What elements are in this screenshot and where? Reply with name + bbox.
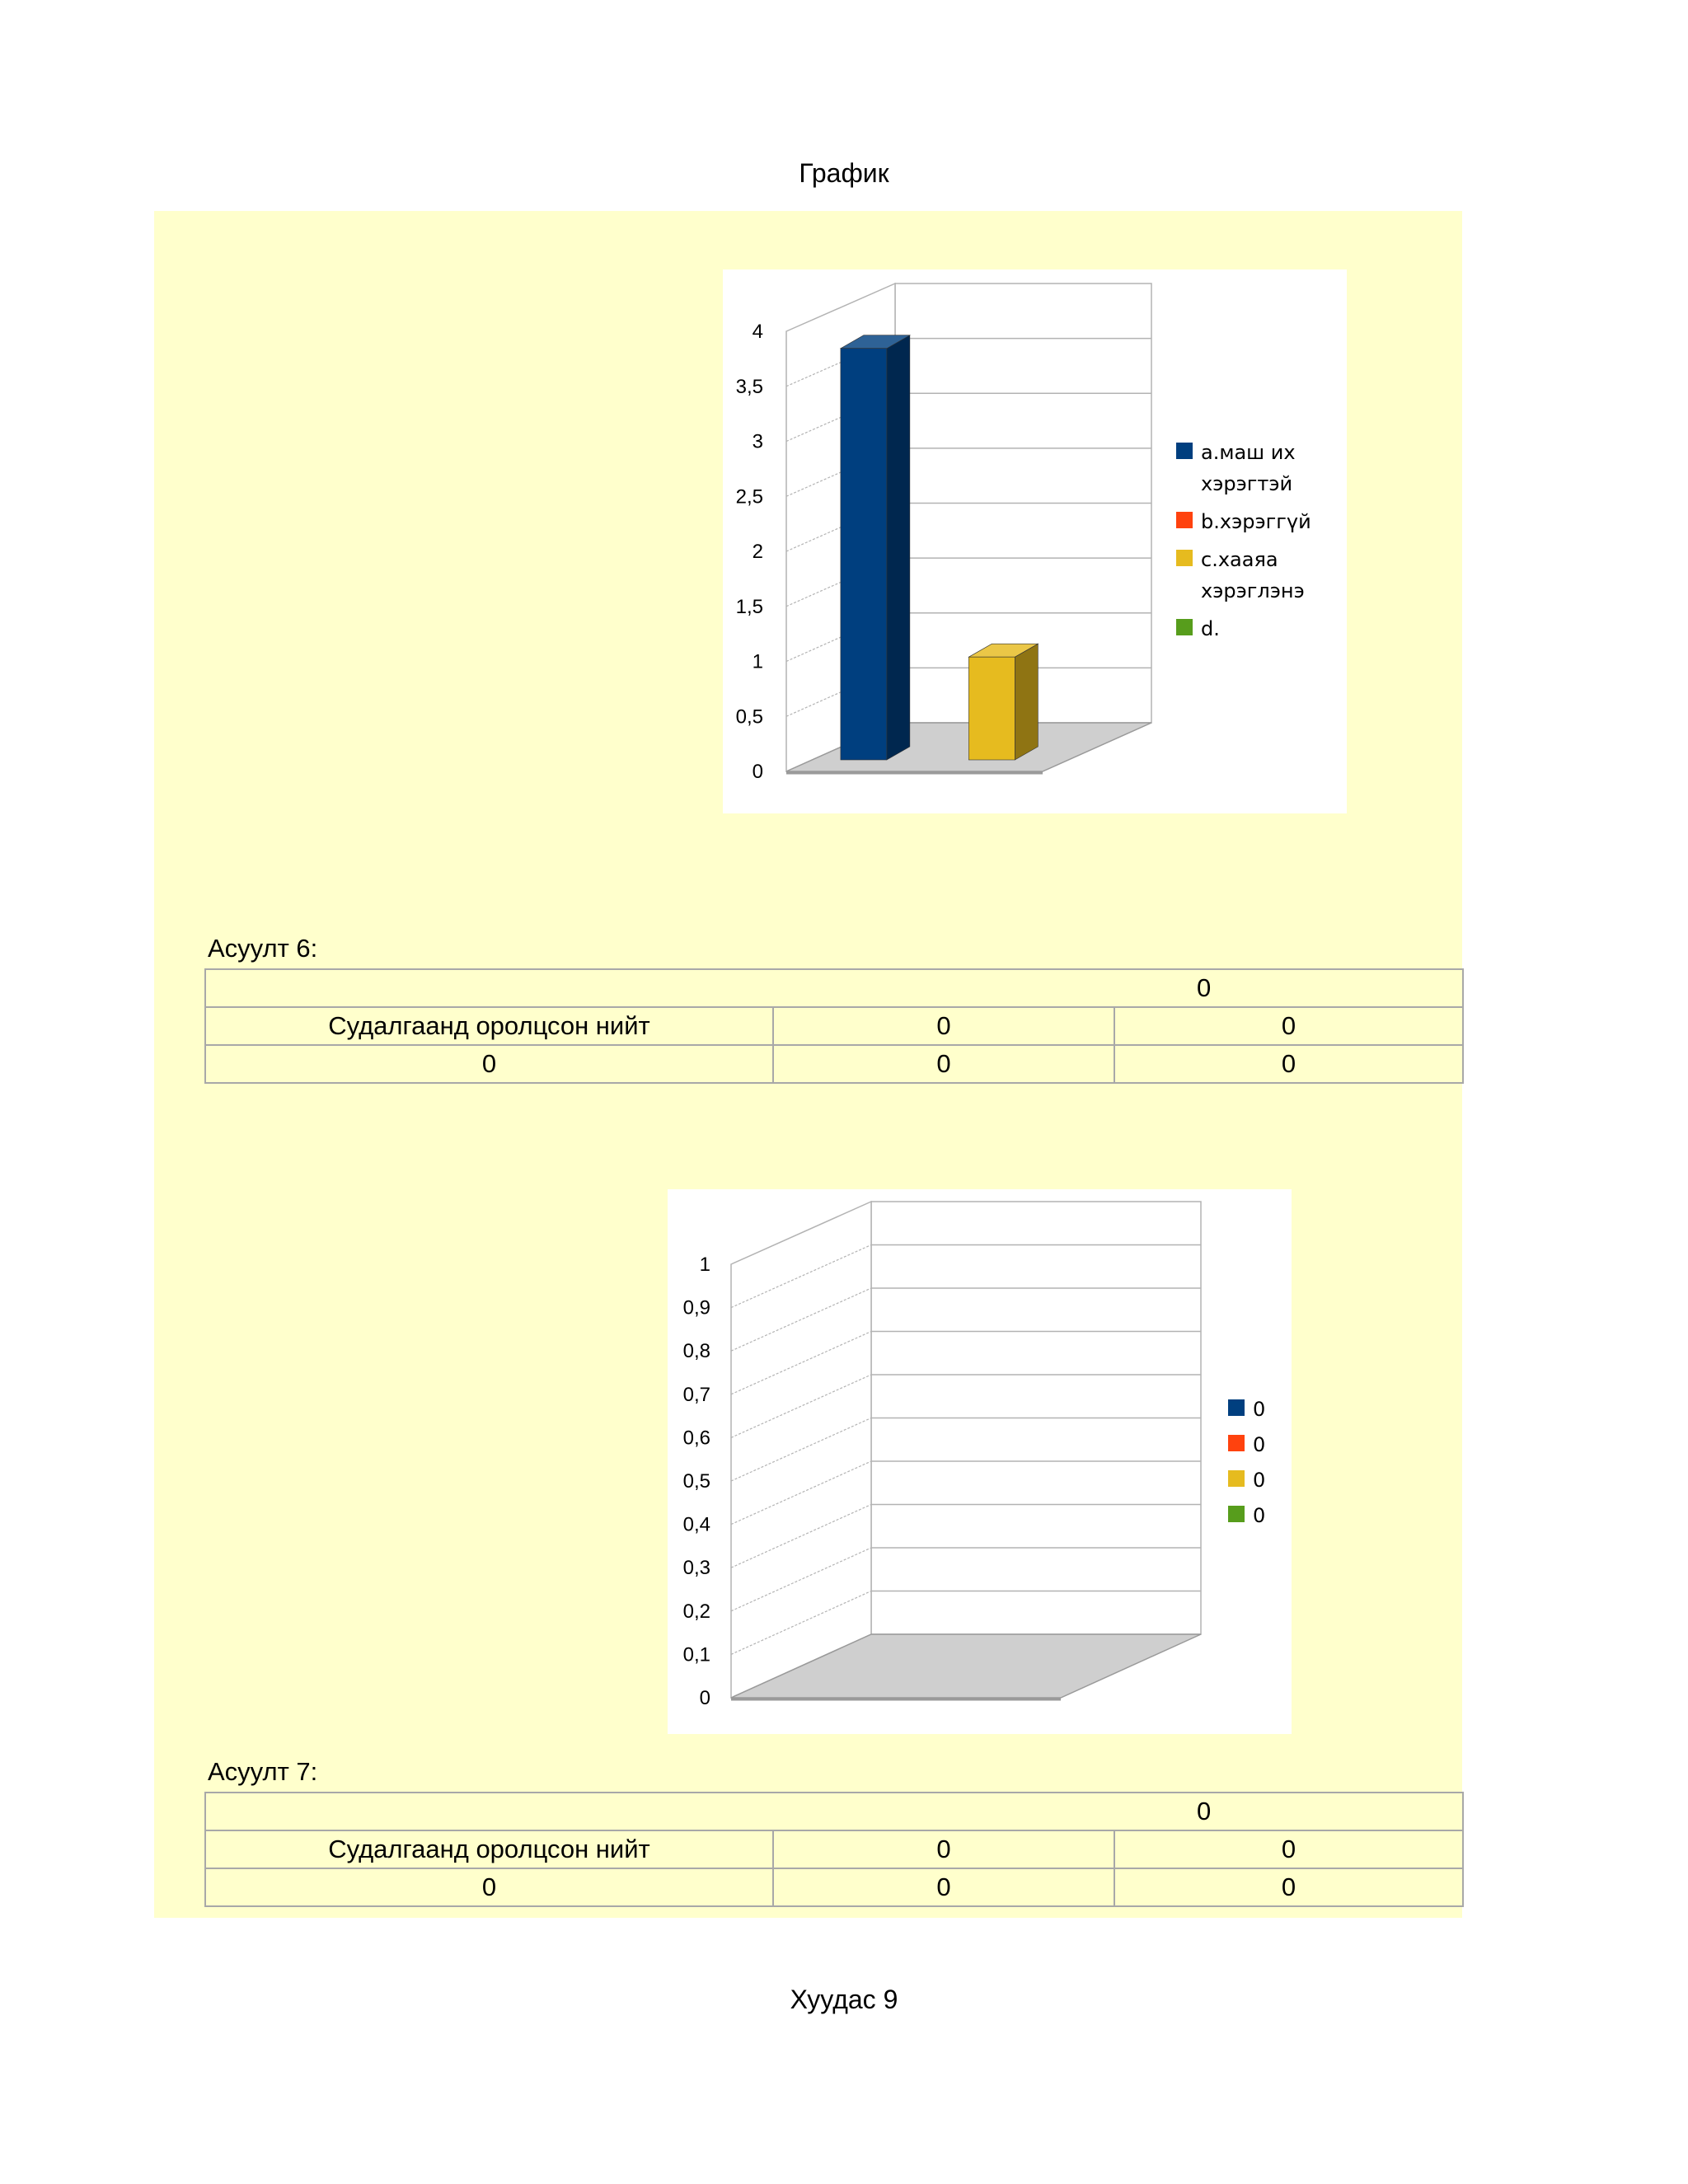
legend-line: 0 — [1253, 1433, 1266, 1456]
y-tick-label: 2 — [752, 541, 763, 563]
legend-swatch-4 — [1176, 619, 1193, 635]
legend-label-1 — [1201, 441, 1296, 495]
bar-front — [968, 657, 1015, 760]
table-cell: 0 — [773, 1830, 1114, 1868]
bar-side — [1015, 644, 1038, 760]
legend-swatch-4 — [1228, 1506, 1245, 1522]
table-cell: 0 — [1114, 1007, 1463, 1045]
legend-label-3 — [1201, 548, 1305, 602]
legend-label-1 — [1253, 1398, 1265, 1421]
legend-line: хэрэглэнэ — [1201, 579, 1305, 602]
table-header-cell: 0 — [205, 1793, 1463, 1830]
y-tick-label: 1 — [699, 1254, 710, 1276]
y-tick-label: 0,7 — [682, 1383, 710, 1406]
legend-swatch-2 — [1228, 1435, 1245, 1451]
question-6-label: Асуулт 6: — [208, 934, 318, 963]
table-cell: 0 — [1114, 1045, 1463, 1083]
legend-label-3 — [1253, 1469, 1265, 1492]
table-cell: 0 — [773, 1868, 1114, 1906]
table-cell: 0 — [1114, 1868, 1463, 1906]
legend-label-2 — [1201, 510, 1311, 533]
y-tick-label: 2,5 — [735, 485, 763, 509]
table-row — [205, 1830, 1463, 1868]
table-cell: 0 — [205, 1868, 773, 1906]
legend-line: a.маш их — [1201, 441, 1296, 464]
page-footer: Хуудас 9 — [790, 1985, 898, 2014]
y-tick-label: 3,5 — [735, 375, 763, 398]
y-tick-label: 0,3 — [682, 1557, 710, 1580]
question-7-label: Асуулт 7: — [208, 1757, 318, 1786]
legend-line: 0 — [1253, 1504, 1266, 1527]
table-cell: 0 — [773, 1007, 1114, 1045]
y-tick-label: 1,5 — [735, 595, 763, 618]
table-cell: Судалгаанд оролцсон нийт — [205, 1830, 773, 1868]
table-row — [205, 969, 1463, 1007]
y-tick-label: 4 — [752, 321, 763, 343]
legend-label-4 — [1253, 1504, 1265, 1527]
legend-swatch-3 — [1176, 550, 1193, 566]
y-tick-label: 1 — [752, 650, 763, 673]
table-header-cell: 0 — [205, 969, 1463, 1007]
question-7-table — [204, 1792, 1464, 1907]
chart-2 — [668, 1189, 1292, 1734]
legend-swatch-2 — [1176, 512, 1193, 528]
legend-line: b.хэрэггүй — [1201, 510, 1311, 533]
page-title: График — [799, 158, 889, 188]
table-row — [205, 1045, 1463, 1083]
table-row — [205, 1868, 1463, 1906]
table-cell: 0 — [205, 1045, 773, 1083]
legend-label-2 — [1253, 1433, 1265, 1456]
y-tick-label: 0,4 — [682, 1513, 710, 1536]
question-6-table — [204, 968, 1464, 1084]
chart-1 — [723, 269, 1347, 813]
table-cell: 0 — [1114, 1830, 1463, 1868]
legend-label-4 — [1201, 617, 1220, 640]
table-row — [205, 1007, 1463, 1045]
legend-line: 0 — [1253, 1398, 1266, 1421]
legend-line: d. — [1201, 617, 1220, 640]
y-tick-label: 0,5 — [682, 1470, 710, 1493]
bar-side — [887, 335, 910, 760]
bar-front — [841, 349, 887, 760]
legend-line: хэрэгтэй — [1201, 472, 1293, 495]
table-cell: Судалгаанд оролцсон нийт — [205, 1007, 773, 1045]
y-tick-label: 0,6 — [682, 1427, 710, 1450]
y-tick-label: 3 — [752, 430, 763, 453]
legend-line: 0 — [1253, 1469, 1266, 1492]
bar-1 — [841, 335, 910, 760]
chart-1-svg — [723, 269, 1347, 813]
y-tick-label: 0 — [699, 1687, 710, 1709]
y-tick-label: 0,1 — [682, 1643, 710, 1666]
y-tick-label: 0,2 — [682, 1600, 710, 1623]
legend-line: c.хааяа — [1201, 548, 1278, 571]
y-tick-label: 0,9 — [682, 1296, 710, 1319]
table-row — [205, 1793, 1463, 1830]
bar-3 — [968, 644, 1038, 760]
legend-swatch-3 — [1228, 1470, 1245, 1487]
side-wall — [731, 1202, 871, 1698]
table-cell: 0 — [773, 1045, 1114, 1083]
y-tick-label: 0,8 — [682, 1340, 710, 1363]
legend-swatch-1 — [1228, 1399, 1245, 1416]
chart-2-svg — [668, 1189, 1292, 1734]
y-tick-label: 0,5 — [735, 705, 763, 729]
legend-swatch-1 — [1176, 443, 1193, 459]
y-tick-label: 0 — [752, 761, 763, 783]
